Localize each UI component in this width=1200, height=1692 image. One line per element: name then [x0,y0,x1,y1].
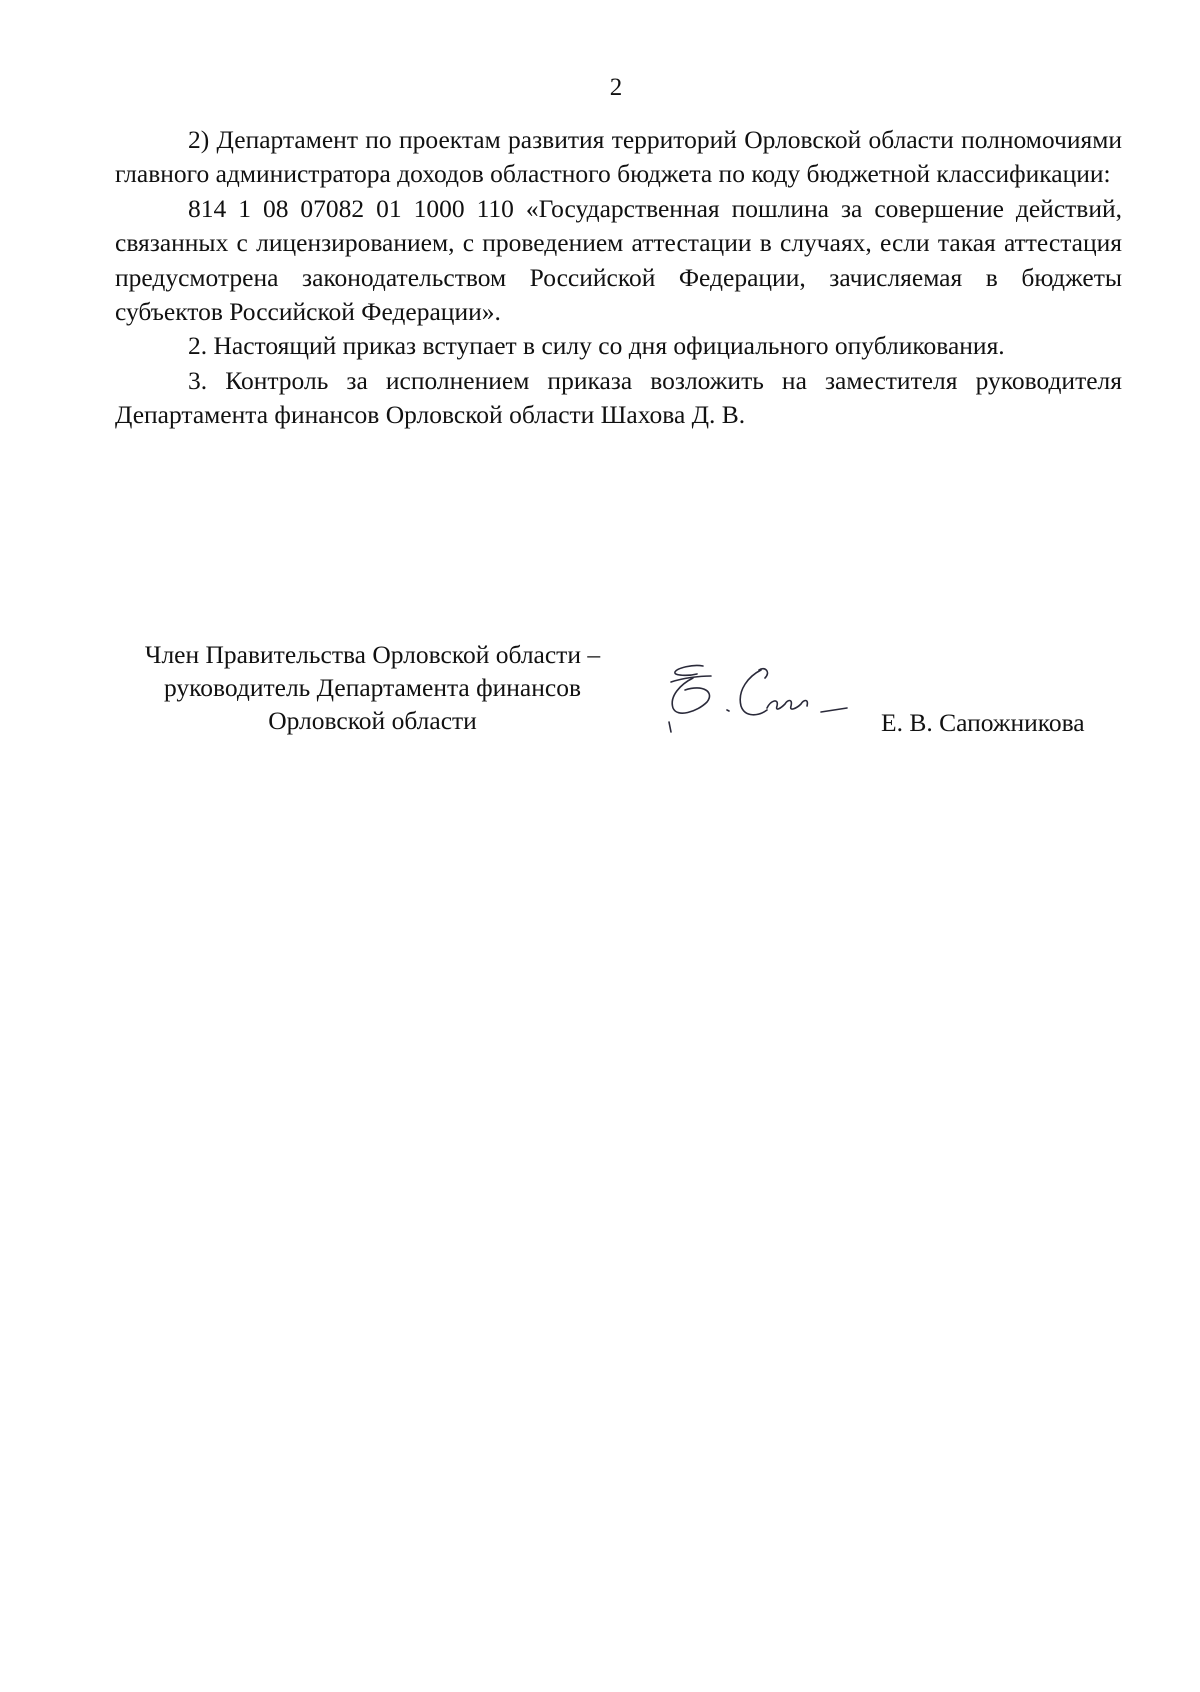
paragraph-control: 3. Контроль за исполнением приказа возложить на заместителя руководителя Департамента финансов Орловской области Шахова Д. В. [115,365,1122,430]
signatory-title [95,638,650,737]
paragraph-department-authority: 2) Департамент по проектам развития территорий Орловской области полномочиями главного администратора доходов областного бюджета по коду бюджетной классификации: [115,125,1122,189]
signatory-title-line: Член Правительства Орловской области – [144,640,601,669]
paragraph-budget-code: 814 1 08 07082 01 1000 110 «Государственная пошлина за совершение действий, связанных с лицензированием, с проведением аттестации в случаях, если такая аттестация предусмотрена законодательством Российской Федерации, зачисляемая в бюджеты субъектов Российской Федерации». [115,193,1122,327]
paragraph-effective-date: 2. Настоящий приказ вступает в силу со дня официального опубликования. [188,331,1005,361]
handwritten-signature [663,662,863,734]
signatory-name: Е. В. Сапожникова [881,708,1085,737]
document-body [115,123,1122,433]
signatory-title-line: Орловской области [268,706,477,735]
signatory-title-line: руководитель Департамента финансов [163,673,581,702]
page-number: 2 [609,74,623,101]
